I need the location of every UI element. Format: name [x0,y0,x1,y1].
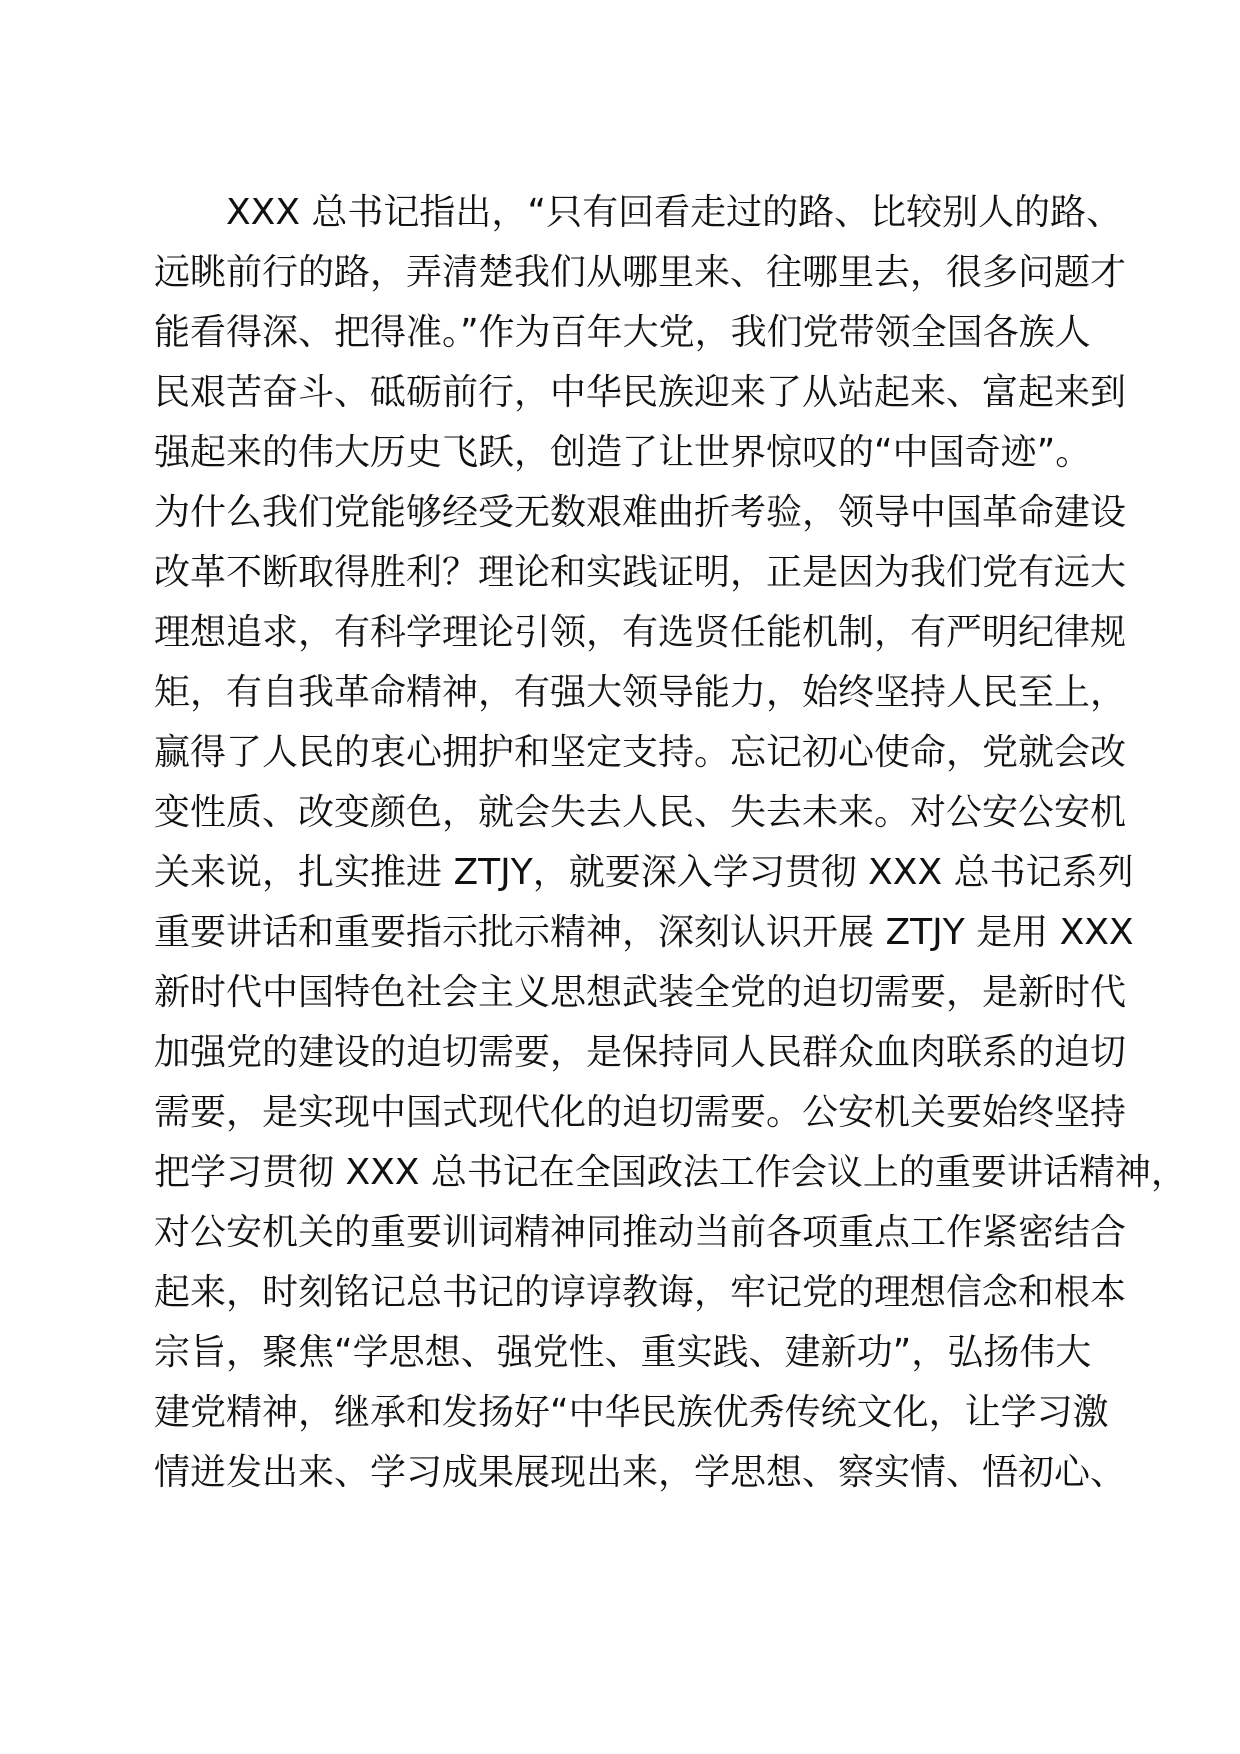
paragraph-line-7: 改革不断取得胜利？理论和实践证明，正是因为我们党有远大 [154,552,1127,593]
paragraph-line-22: 情迸发出来、学习成果展现出来，学思想、察实情、悟初心、 [154,1452,1127,1493]
paragraph-line-3: 能看得深、把得准。”作为百年大党，我们党带领全国各族人 [154,312,1091,353]
paragraph-line-9: 矩，有自我革命精神，有强大领导能力，始终坚持人民至上， [154,672,1127,713]
paragraph-line-11: 变性质、改变颜色，就会失去人民、失去未来。对公安公安机 [154,792,1127,833]
paragraph-line-8: 理想追求，有科学理论引领，有选贤任能机制，有严明纪律规 [154,612,1127,653]
paragraph-line-6: 为什么我们党能够经受无数艰难曲折考验，领导中国革命建设 [154,492,1127,533]
paragraph-line-4: 民艰苦奋斗、砥砺前行，中华民族迎来了从站起来、富起来到 [154,372,1127,413]
paragraph-line-13: 重要讲话和重要指示批示精神，深刻认识开展 ZTJY 是用 XXX [154,912,1134,953]
paragraph-line-14: 新时代中国特色社会主义思想武装全党的迫切需要，是新时代 [154,972,1127,1013]
paragraph-line-15: 加强党的建设的迫切需要，是保持同人民群众血肉联系的迫切 [154,1032,1127,1073]
paragraph-line-10: 赢得了人民的衷心拥护和坚定支持。忘记初心使命，党就会改 [154,732,1127,773]
paragraph-line-1: XXX 总书记指出，“只有回看走过的路、比较别人的路、 [226,192,1123,233]
paragraph-line-21: 建党精神，继承和发扬好“中华民族优秀传统文化，让学习激 [154,1392,1109,1433]
paragraph-line-2: 远眺前行的路，弄清楚我们从哪里来、往哪里去，很多问题才 [154,252,1127,293]
paragraph-line-17: 把学习贯彻 XXX 总书记在全国政法工作会议上的重要讲话精神， [154,1152,1187,1193]
paragraph-line-12: 关来说，扎实推进 ZTJY，就要深入学习贯彻 XXX 总书记系列 [154,852,1134,893]
paragraph-line-20: 宗旨，聚焦“学思想、强党性、重实践、建新功”，弘扬伟大 [154,1332,1092,1373]
body-paragraph [154,183,1187,1503]
paragraph-line-16: 需要，是实现中国式现代化的迫切需要。公安机关要始终坚持 [154,1092,1127,1133]
paragraph-line-18: 对公安机关的重要训词精神同推动当前各项重点工作紧密结合 [154,1212,1127,1253]
paragraph-line-5: 强起来的伟大历史飞跃，创造了让世界惊叹的“中国奇迹”。 [154,432,1092,473]
paragraph-line-19: 起来，时刻铭记总书记的谆谆教诲，牢记党的理想信念和根本 [154,1272,1127,1313]
